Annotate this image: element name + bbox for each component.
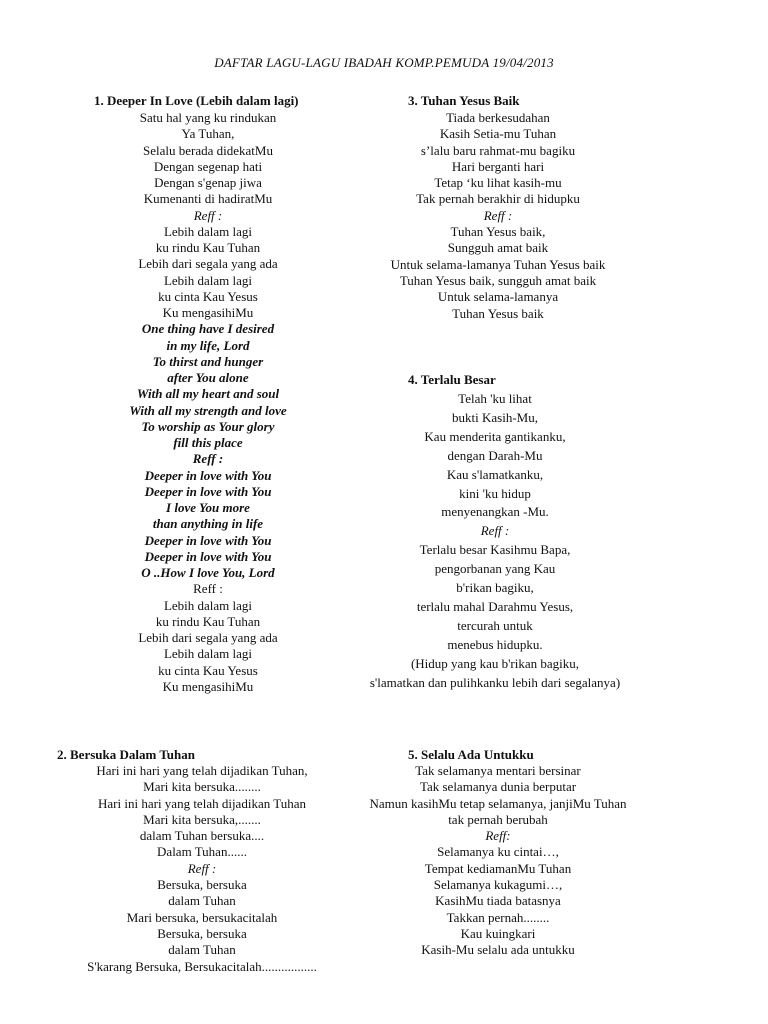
lyric-line: in my life, Lord — [166, 337, 250, 353]
lyric-line: To worship as Your glory — [141, 418, 275, 434]
lyric-line: Bersuka, bersuka — [157, 877, 247, 893]
lyric-line: Mari kita bersuka,....... — [143, 811, 261, 827]
reff-label: Reff : — [192, 451, 224, 467]
lyric-line: Lebih dalam lagi — [163, 646, 253, 662]
lyric-line: Dengan segenap hati — [153, 158, 263, 174]
lyric-line: dengan Darah-Mu — [447, 447, 543, 463]
lyrics — [330, 390, 660, 693]
lyrics — [57, 763, 347, 975]
lyric-line: To thirst and hunger — [152, 353, 264, 369]
lyric-line: Deeper in love with You — [144, 532, 272, 548]
song-title: 4. Terlalu Besar — [408, 372, 496, 387]
lyric-line: fill this place — [173, 435, 243, 450]
lyric-line: Selalu berada didekatMu — [143, 142, 273, 158]
lyric-line: Telah 'ku lihat — [458, 391, 532, 406]
reff-label: Reff : — [480, 523, 510, 539]
lyric-line: Dengan s'genap jiwa — [154, 175, 262, 190]
reff-label: Reff : — [193, 581, 223, 597]
lyric-line: Lebih dalam lagi — [163, 272, 253, 288]
lyric-line: pengorbanan yang Kau — [434, 561, 556, 577]
song-1 — [94, 93, 322, 695]
lyric-line: Dalam Tuhan...... — [157, 844, 247, 860]
lyric-line: One thing have I desired — [141, 321, 275, 337]
lyric-line: Selamanya kukagumi…, — [433, 877, 563, 893]
song-4 — [369, 372, 660, 693]
lyric-line: Kumenanti di hadiratMu — [143, 191, 273, 207]
lyric-line: Kau menderita gantikanku, — [424, 428, 566, 444]
lyric-line: Hari ini hari yang telah dijadikan Tuhan, — [96, 763, 308, 778]
lyric-line: Lebih dalam lagi — [163, 597, 253, 613]
song-3 — [390, 93, 660, 322]
lyric-line: Deeper in love with You — [144, 483, 272, 499]
lyric-line: s’lalu baru rahmat-mu bagiku — [420, 142, 576, 158]
lyric-line: Untuk selama-lamanya Tuhan Yesus baik — [390, 256, 606, 272]
lyric-line: Lebih dari segala yang ada — [138, 256, 278, 272]
reff-label: Reff : — [193, 207, 223, 223]
lyric-line: Bersuka, bersuka — [157, 925, 247, 941]
lyric-line: dalam Tuhan — [168, 893, 236, 909]
lyric-line: Namun kasihMu tetap selamanya, janjiMu Tuhan — [369, 795, 627, 811]
lyric-line: Mari kita bersuka........ — [143, 779, 261, 795]
lyric-line: menyenangkan -Mu. — [441, 504, 549, 520]
lyric-line: ku cinta Kau Yesus — [158, 662, 258, 678]
lyrics — [336, 763, 660, 959]
lyric-line: after You alone — [167, 370, 249, 385]
lyric-line: Tuhan Yesus baik — [452, 305, 544, 321]
lyric-line: Satu hal yang ku rindukan — [139, 110, 277, 125]
lyric-line: Tak selamanya dunia berputar — [419, 779, 577, 795]
lyric-line: Lebih dari segala yang ada — [138, 630, 278, 645]
lyric-line: I love You more — [166, 500, 250, 515]
lyric-line: With all my heart and soul — [136, 386, 280, 402]
lyric-line: Kau kuingkari — [460, 925, 536, 941]
lyric-line: Tuhan Yesus baik, — [450, 224, 546, 240]
lyric-line: Kau s'lamatkanku, — [446, 466, 544, 482]
lyric-line: than anything in life — [152, 516, 264, 532]
lyric-line: ku rindu Kau Tuhan — [155, 240, 261, 255]
lyric-line: Tak pernah berakhir di hidupku — [416, 191, 580, 207]
lyric-line: Selamanya ku cintai…, — [437, 844, 559, 860]
lyrics — [336, 110, 660, 322]
lyric-line: b'rikan bagiku, — [456, 580, 534, 596]
lyric-line: Hari ini hari yang telah dijadikan Tuhan — [98, 795, 306, 811]
lyric-line: Hari berganti hari — [451, 158, 545, 174]
lyric-line: Ku mengasihiMu — [162, 678, 254, 694]
lyric-line: S'karang Bersuka, Bersukacitalah................. — [87, 958, 317, 974]
reff-label: Reff : — [483, 207, 513, 223]
lyric-line: Lebih dalam lagi — [163, 223, 253, 239]
reff-label: Reff: — [485, 828, 511, 844]
lyric-line: dalam Tuhan bersuka.... — [139, 828, 265, 844]
lyric-line: Tuhan Yesus baik, sungguh amat baik — [399, 272, 597, 288]
lyric-line: Tak selamanya mentari bersinar — [415, 763, 581, 778]
lyric-line: kini 'ku hidup — [459, 485, 531, 501]
lyric-line: With all my strength and love — [129, 402, 287, 418]
song-5 — [369, 747, 660, 959]
song-title: 1. Deeper In Love (Lebih dalam lagi) — [94, 93, 299, 108]
lyric-line: Tetap ‘ku lihat kasih-mu — [434, 175, 562, 191]
lyric-line: Deeper in love with You — [144, 467, 272, 483]
song-title: 3. Tuhan Yesus Baik — [408, 93, 520, 108]
lyric-line: dalam Tuhan — [168, 942, 236, 958]
lyric-line: ku rindu Kau Tuhan — [155, 613, 261, 629]
lyric-line: Kasih-Mu selalu ada untukku — [421, 942, 575, 958]
lyric-line: Ya Tuhan, — [181, 126, 235, 142]
lyrics — [94, 110, 322, 695]
lyric-line: Ku mengasihiMu — [162, 305, 254, 320]
lyric-line: Terlalu besar Kasihmu Bapa, — [419, 542, 571, 558]
lyric-line: Sungguh amat baik — [447, 240, 549, 256]
song-2 — [57, 747, 347, 975]
lyric-line: Untuk selama-lamanya — [437, 289, 559, 305]
lyric-line: tercurah untuk — [457, 617, 533, 633]
lyric-line: ku cinta Kau Yesus — [158, 288, 258, 304]
song-title: 2. Bersuka Dalam Tuhan — [57, 747, 195, 762]
song-title: 5. Selalu Ada Untukku — [408, 747, 534, 762]
lyric-line: menebus hidupku. — [447, 636, 543, 652]
lyric-line: s'lamatkan dan pulihkanku lebih dari segalanya) — [369, 674, 621, 690]
page-title: DAFTAR LAGU-LAGU IBADAH KOMP.PEMUDA 19/04/2013 — [214, 55, 554, 70]
lyric-line: Takkan pernah........ — [446, 909, 550, 925]
reff-label: Reff : — [187, 860, 217, 876]
lyric-line: Kasih Setia-mu Tuhan — [439, 126, 557, 142]
lyric-line: O ..How I love You, Lord — [141, 565, 275, 580]
lyric-line: terlalu mahal Darahmu Yesus, — [416, 598, 574, 614]
lyric-line: Tiada berkesudahan — [446, 110, 550, 125]
lyric-line: Deeper in love with You — [144, 548, 272, 564]
lyric-line: Tempat kediamanMu Tuhan — [424, 860, 572, 876]
lyric-line: bukti Kasih-Mu, — [452, 409, 538, 425]
lyric-line: KasihMu tiada batasnya — [435, 893, 561, 909]
lyric-line: (Hidup yang kau b'rikan bagiku, — [410, 655, 580, 671]
lyric-line: Mari bersuka, bersukacitalah — [126, 909, 278, 925]
lyric-line: tak pernah berubah — [448, 811, 548, 827]
